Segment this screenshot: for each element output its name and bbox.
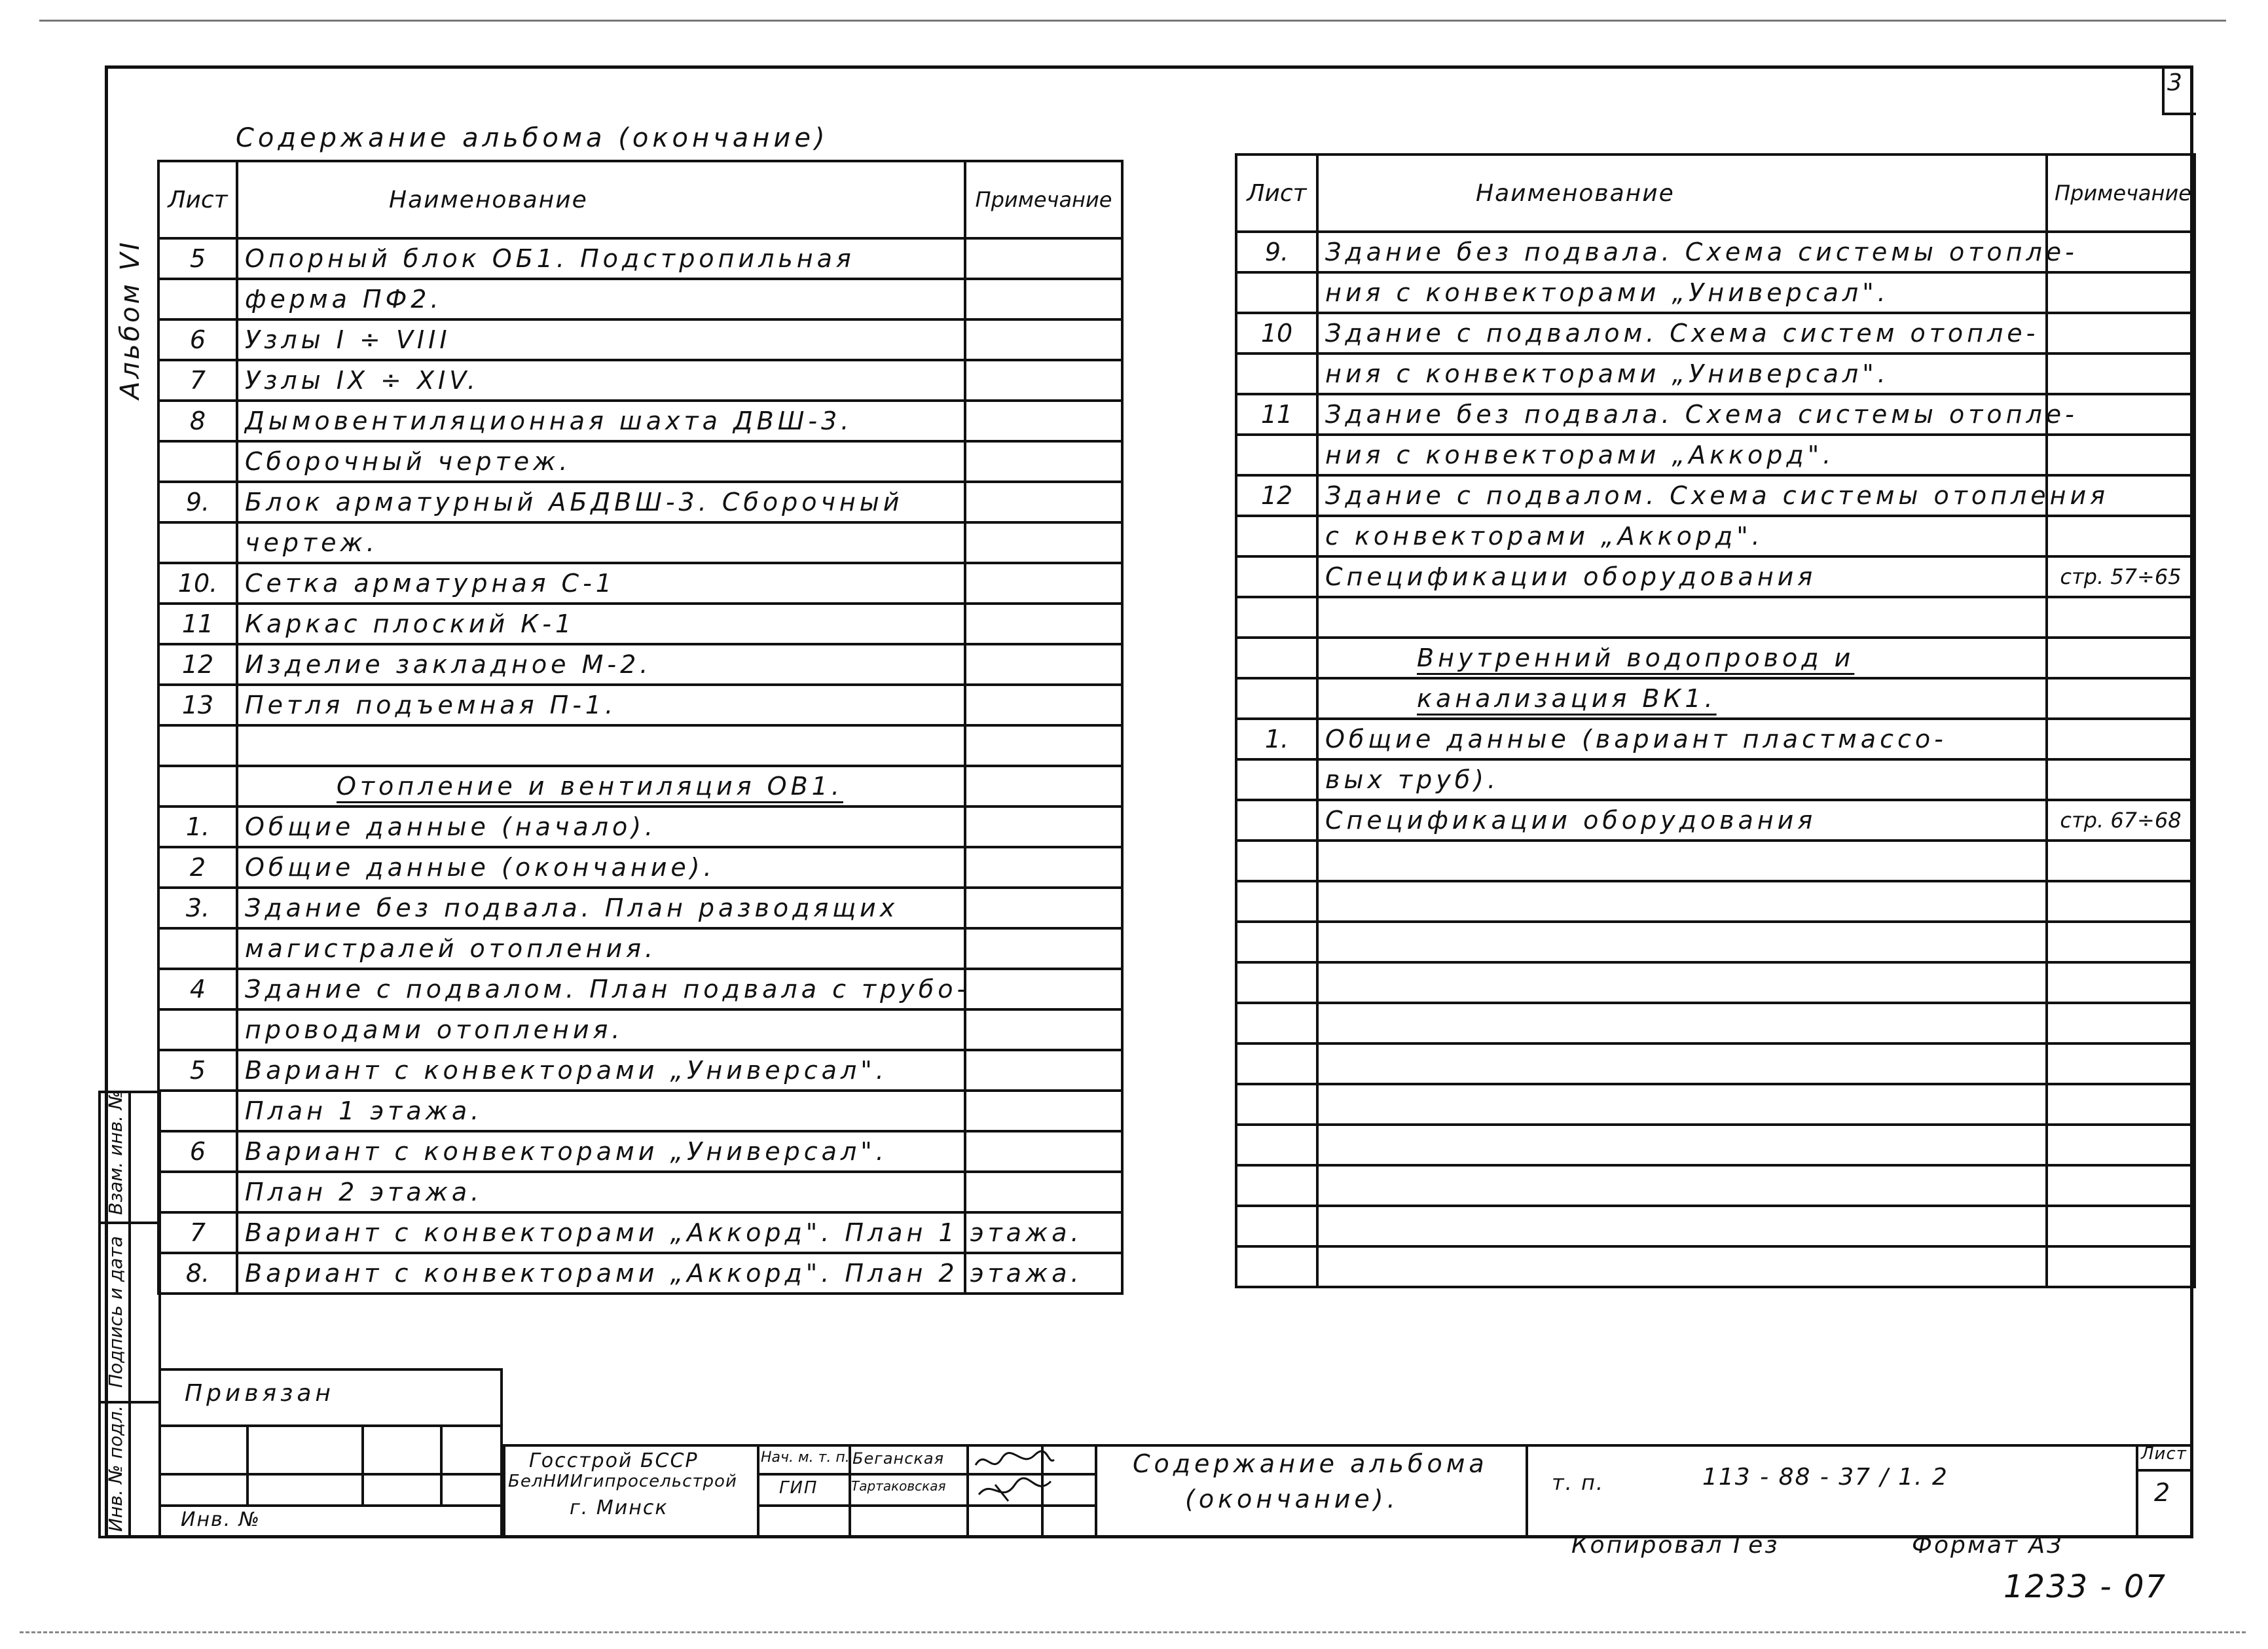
row-note	[2047, 759, 2195, 800]
section-title: Внутренний водопровод и	[1317, 638, 2047, 678]
stamp-number: 1233 - 07	[2003, 1568, 2167, 1605]
row-sheet-number	[1236, 1125, 1317, 1165]
row-title: Здание без подвала. Схема системы отопле-	[1317, 232, 2047, 272]
row-note: стр. 57÷65	[2047, 556, 2195, 597]
sheet-label-line	[2136, 1469, 2193, 1472]
table-row	[158, 928, 1122, 969]
row-sheet-number: 11	[1236, 394, 1317, 435]
row-title: Общие данные (окончание).	[237, 847, 965, 888]
left-contents-table	[157, 160, 1124, 1295]
table-row	[158, 1131, 1122, 1172]
row-title: Каркас плоский К-1	[237, 604, 965, 644]
table-row	[1236, 841, 2195, 881]
row-sheet-number: 11	[158, 604, 237, 644]
tp-code: 113 - 88 - 37 / 1. 2	[1702, 1464, 1948, 1491]
row-sheet-number: 12	[1236, 475, 1317, 516]
row-note	[965, 401, 1122, 441]
left-table-title: Содержание альбома (окончание)	[236, 123, 829, 153]
row-sheet-number	[1236, 678, 1317, 719]
row-sheet-number	[158, 279, 237, 319]
table-row	[158, 1253, 1122, 1294]
side-stamp-vzam-inv: Взам. инв. №	[105, 1090, 126, 1215]
row-sheet-number	[158, 766, 237, 806]
sheet-label: Лист	[2141, 1444, 2187, 1464]
row-sheet-number: 7	[158, 1212, 237, 1253]
table-row	[1236, 881, 2195, 922]
row-title	[1317, 597, 2047, 638]
row-title	[237, 725, 965, 766]
privyazan-grid-line	[246, 1424, 249, 1504]
table-row	[1236, 1125, 2195, 1165]
row-title	[1317, 1084, 2047, 1125]
table-row	[158, 1009, 1122, 1050]
table-row	[158, 766, 1122, 806]
table-row	[158, 685, 1122, 725]
row-title: ния с конвекторами „Аккорд".	[1317, 435, 2047, 475]
table-row	[158, 1050, 1122, 1091]
row-sheet-number: 9.	[158, 482, 237, 522]
table-row	[1236, 922, 2195, 962]
row-title: Сборочный чертеж.	[237, 441, 965, 482]
row-title: ния с конвекторами „Универсал".	[1317, 353, 2047, 394]
side-stamp-inv-podl: Инв. № подл.	[105, 1405, 126, 1532]
row-sheet-number	[1236, 435, 1317, 475]
row-note	[965, 725, 1122, 766]
row-note	[965, 928, 1122, 969]
table-row	[158, 360, 1122, 401]
title-block-divider	[1526, 1444, 1528, 1538]
table-row	[158, 644, 1122, 685]
row-sheet-number: 5	[158, 238, 237, 279]
row-note	[2047, 841, 2195, 881]
row-note	[965, 360, 1122, 401]
row-note	[965, 806, 1122, 847]
row-note	[965, 888, 1122, 928]
header-name: Наименование	[237, 161, 965, 238]
row-sheet-number: 13	[158, 685, 237, 725]
row-note	[2047, 1003, 2195, 1043]
table-row	[1236, 962, 2195, 1003]
row-title: ния с конвекторами „Универсал".	[1317, 272, 2047, 313]
table-row	[1236, 232, 2195, 272]
table-row	[1236, 272, 2195, 313]
row-sheet-number	[1236, 962, 1317, 1003]
row-sheet-number	[1236, 922, 1317, 962]
row-title: Вариант с конвекторами „Аккорд". План 1 этажа.	[237, 1212, 965, 1253]
row-sheet-number: 1.	[158, 806, 237, 847]
row-note	[2047, 1165, 2195, 1206]
privyazan-inv: Инв. №	[181, 1508, 261, 1531]
section-title: канализация ВК1.	[1317, 678, 2047, 719]
side-stamp-podpis-data: Подпись и дата	[105, 1236, 126, 1388]
row-sheet-number: 2	[158, 847, 237, 888]
table-row	[1236, 719, 2195, 759]
row-sheet-number	[1236, 516, 1317, 556]
row-title: Общие данные (вариант пластмассо-	[1317, 719, 2047, 759]
doc-title-line1: Содержание альбома	[1133, 1449, 1488, 1478]
table-row	[1236, 1206, 2195, 1246]
row-note	[2047, 1206, 2195, 1246]
row-note	[965, 1009, 1122, 1050]
row-title: План 1 этажа.	[237, 1091, 965, 1131]
scan-edge-line	[20, 1631, 2246, 1633]
table-row	[158, 806, 1122, 847]
row-note	[2047, 1125, 2195, 1165]
name-tartak: Тартаковская	[851, 1478, 946, 1494]
row-title	[1317, 841, 2047, 881]
row-sheet-number	[1236, 1084, 1317, 1125]
row-sheet-number: 8.	[158, 1253, 237, 1294]
row-sheet-number: 3.	[158, 888, 237, 928]
row-note	[965, 644, 1122, 685]
row-sheet-number	[1236, 638, 1317, 678]
row-sheet-number: 1.	[1236, 719, 1317, 759]
table-row	[1236, 1246, 2195, 1287]
row-title	[1317, 922, 2047, 962]
privyazan-grid-line	[440, 1424, 443, 1504]
header-note: Примечание	[2047, 154, 2195, 232]
row-sheet-number	[1236, 1206, 1317, 1246]
table-row	[158, 482, 1122, 522]
row-title	[1317, 962, 2047, 1003]
row-sheet-number	[1236, 881, 1317, 922]
table-row	[158, 1212, 1122, 1253]
row-title	[1317, 1165, 2047, 1206]
row-note	[965, 1172, 1122, 1212]
row-title: Общие данные (начало).	[237, 806, 965, 847]
row-note	[2047, 678, 2195, 719]
row-title	[1317, 1246, 2047, 1287]
row-title: Вариант с конвекторами „Универсал".	[237, 1131, 965, 1172]
row-title	[1317, 1206, 2047, 1246]
row-title: Спецификации оборудования	[1317, 800, 2047, 841]
table-header-row	[158, 161, 1122, 238]
privyazan-grid-line	[161, 1424, 503, 1427]
table-row	[158, 847, 1122, 888]
signatures	[969, 1445, 1061, 1507]
row-note	[965, 482, 1122, 522]
row-note	[965, 847, 1122, 888]
row-note	[965, 1131, 1122, 1172]
table-row	[158, 522, 1122, 563]
table-row	[1236, 759, 2195, 800]
org-line3: г. Минск	[570, 1496, 668, 1519]
row-sheet-number	[1236, 841, 1317, 881]
row-title: Изделие закладное М-2.	[237, 644, 965, 685]
row-title: Здание без подвала. План разводящих	[237, 888, 965, 928]
row-note	[2047, 1043, 2195, 1084]
row-sheet-number	[1236, 272, 1317, 313]
row-note	[965, 563, 1122, 604]
table-row	[158, 401, 1122, 441]
table-row	[1236, 394, 2195, 435]
title-block-divider	[1095, 1444, 1097, 1538]
row-note	[2047, 313, 2195, 353]
row-note	[2047, 597, 2195, 638]
row-note	[2047, 962, 2195, 1003]
row-sheet-number: 12	[158, 644, 237, 685]
row-title	[1317, 1003, 2047, 1043]
row-note	[2047, 922, 2195, 962]
row-sheet-number	[158, 1091, 237, 1131]
table-row	[1236, 353, 2195, 394]
table-row	[158, 279, 1122, 319]
row-sheet-number	[1236, 353, 1317, 394]
side-stamp-inner-line	[128, 1091, 131, 1538]
row-note	[965, 319, 1122, 360]
row-sheet-number	[158, 928, 237, 969]
row-note	[965, 604, 1122, 644]
row-title: магистралей отопления.	[237, 928, 965, 969]
row-note	[965, 685, 1122, 725]
org-line1: Госстрой БССР	[529, 1449, 699, 1472]
table-row	[1236, 556, 2195, 597]
row-note	[2047, 881, 2195, 922]
privyazan-grid-line	[161, 1473, 503, 1476]
row-note	[2047, 638, 2195, 678]
name-begansk: Беганская	[852, 1449, 945, 1468]
row-sheet-number	[158, 441, 237, 482]
format: Формат А3	[1912, 1532, 2064, 1559]
table-row	[158, 238, 1122, 279]
row-title	[1317, 1125, 2047, 1165]
table-row	[1236, 475, 2195, 516]
row-title: Вариант с конвекторами „Универсал".	[237, 1050, 965, 1091]
table-row	[1236, 678, 2195, 719]
row-sheet-number	[158, 1009, 237, 1050]
header-sheet: Лист	[158, 161, 237, 238]
privyazan-label: Привязан	[185, 1380, 335, 1407]
row-sheet-number	[1236, 1043, 1317, 1084]
row-title: Узлы I ÷ VIII	[237, 319, 965, 360]
row-sheet-number	[1236, 800, 1317, 841]
table-row	[1236, 638, 2195, 678]
row-title: Сетка арматурная С-1	[237, 563, 965, 604]
row-note	[965, 1091, 1122, 1131]
sheet-value: 2	[2154, 1478, 2174, 1507]
row-note	[965, 1050, 1122, 1091]
row-sheet-number	[158, 522, 237, 563]
row-sheet-number: 8	[158, 401, 237, 441]
row-note	[2047, 719, 2195, 759]
table-row	[158, 969, 1122, 1009]
title-block-divider	[757, 1444, 759, 1538]
row-title: План 2 этажа.	[237, 1172, 965, 1212]
table-row	[158, 888, 1122, 928]
row-title: чертеж.	[237, 522, 965, 563]
row-sheet-number: 9.	[1236, 232, 1317, 272]
org-line2: БелНИИгипросельстрой	[508, 1472, 737, 1491]
table-row	[1236, 597, 2195, 638]
row-title: Здание с подвалом. План подвала с трубо-	[237, 969, 965, 1009]
row-note	[2047, 516, 2195, 556]
table-row	[1236, 1003, 2195, 1043]
table-row	[158, 319, 1122, 360]
tp-label: т. п.	[1552, 1470, 1605, 1495]
row-sheet-number	[1236, 759, 1317, 800]
row-title: Блок арматурный АБДВШ-3. Сборочный	[237, 482, 965, 522]
album-label: Альбом VI	[115, 240, 145, 399]
doc-title-line2: (окончание).	[1185, 1485, 1399, 1513]
table-row	[158, 563, 1122, 604]
table-row	[1236, 516, 2195, 556]
row-sheet-number	[1236, 1165, 1317, 1206]
row-title: Здание с подвалом. Схема систем отопле-	[1317, 313, 2047, 353]
row-title: проводами отопления.	[237, 1009, 965, 1050]
role-nach: Нач. м. т. п.	[761, 1449, 850, 1466]
row-sheet-number: 5	[158, 1050, 237, 1091]
row-title: Здание без подвала. Схема системы отопле-	[1317, 394, 2047, 435]
row-sheet-number: 10	[1236, 313, 1317, 353]
row-sheet-number: 10.	[158, 563, 237, 604]
row-sheet-number	[1236, 556, 1317, 597]
table-row	[1236, 313, 2195, 353]
role-gip: ГИП	[779, 1478, 818, 1498]
row-note	[2047, 435, 2195, 475]
header-sheet: Лист	[1236, 154, 1317, 232]
row-note	[965, 969, 1122, 1009]
row-title	[1317, 1043, 2047, 1084]
row-note	[2047, 272, 2195, 313]
row-title: Опорный блок ОБ1. Подстропильная	[237, 238, 965, 279]
table-row	[158, 1172, 1122, 1212]
row-sheet-number: 6	[158, 319, 237, 360]
header-note: Примечание	[965, 161, 1122, 238]
privyazan-grid-line	[161, 1504, 503, 1507]
row-note: стр. 67÷68	[2047, 800, 2195, 841]
row-title: Петля подъемная П-1.	[237, 685, 965, 725]
row-sheet-number	[1236, 1003, 1317, 1043]
row-note	[965, 522, 1122, 563]
row-title: Здание с подвалом. Схема системы отопления	[1317, 475, 2047, 516]
table-row	[1236, 435, 2195, 475]
row-sheet-number	[158, 1172, 237, 1212]
row-note	[2047, 1246, 2195, 1287]
row-sheet-number	[1236, 597, 1317, 638]
table-row	[1236, 1165, 2195, 1206]
row-title: Спецификации оборудования	[1317, 556, 2047, 597]
table-row	[158, 725, 1122, 766]
table-row	[1236, 800, 2195, 841]
row-note	[2047, 1084, 2195, 1125]
table-row	[158, 441, 1122, 482]
corner-sheet-number: 3	[2167, 69, 2182, 96]
row-title	[1317, 881, 2047, 922]
table-header-row	[1236, 154, 2195, 232]
row-title: Дымовентиляционная шахта ДВШ-3.	[237, 401, 965, 441]
row-title: ферма ПФ2.	[237, 279, 965, 319]
title-block-divider	[2136, 1444, 2138, 1538]
row-note	[965, 238, 1122, 279]
copied-by: Копировал Гез	[1571, 1532, 1780, 1559]
row-title: вых труб).	[1317, 759, 2047, 800]
section-title: Отопление и вентиляция ОВ1.	[237, 766, 965, 806]
row-sheet-number	[1236, 1246, 1317, 1287]
header-name: Наименование	[1317, 154, 2047, 232]
table-row	[1236, 1043, 2195, 1084]
row-title: с конвекторами „Аккорд".	[1317, 516, 2047, 556]
row-sheet-number: 7	[158, 360, 237, 401]
row-sheet-number	[158, 725, 237, 766]
row-note	[965, 279, 1122, 319]
privyazan-grid-line	[361, 1424, 364, 1504]
row-note	[965, 766, 1122, 806]
right-contents-table	[1235, 153, 2196, 1288]
table-row	[158, 604, 1122, 644]
row-title: Узлы IX ÷ XIV.	[237, 360, 965, 401]
row-title: Вариант с конвекторами „Аккорд". План 2 этажа.	[237, 1253, 965, 1294]
table-row	[1236, 1084, 2195, 1125]
row-note	[2047, 353, 2195, 394]
table-row	[158, 1091, 1122, 1131]
row-note	[965, 441, 1122, 482]
scan-edge-line	[39, 20, 2226, 22]
row-sheet-number: 6	[158, 1131, 237, 1172]
row-sheet-number: 4	[158, 969, 237, 1009]
